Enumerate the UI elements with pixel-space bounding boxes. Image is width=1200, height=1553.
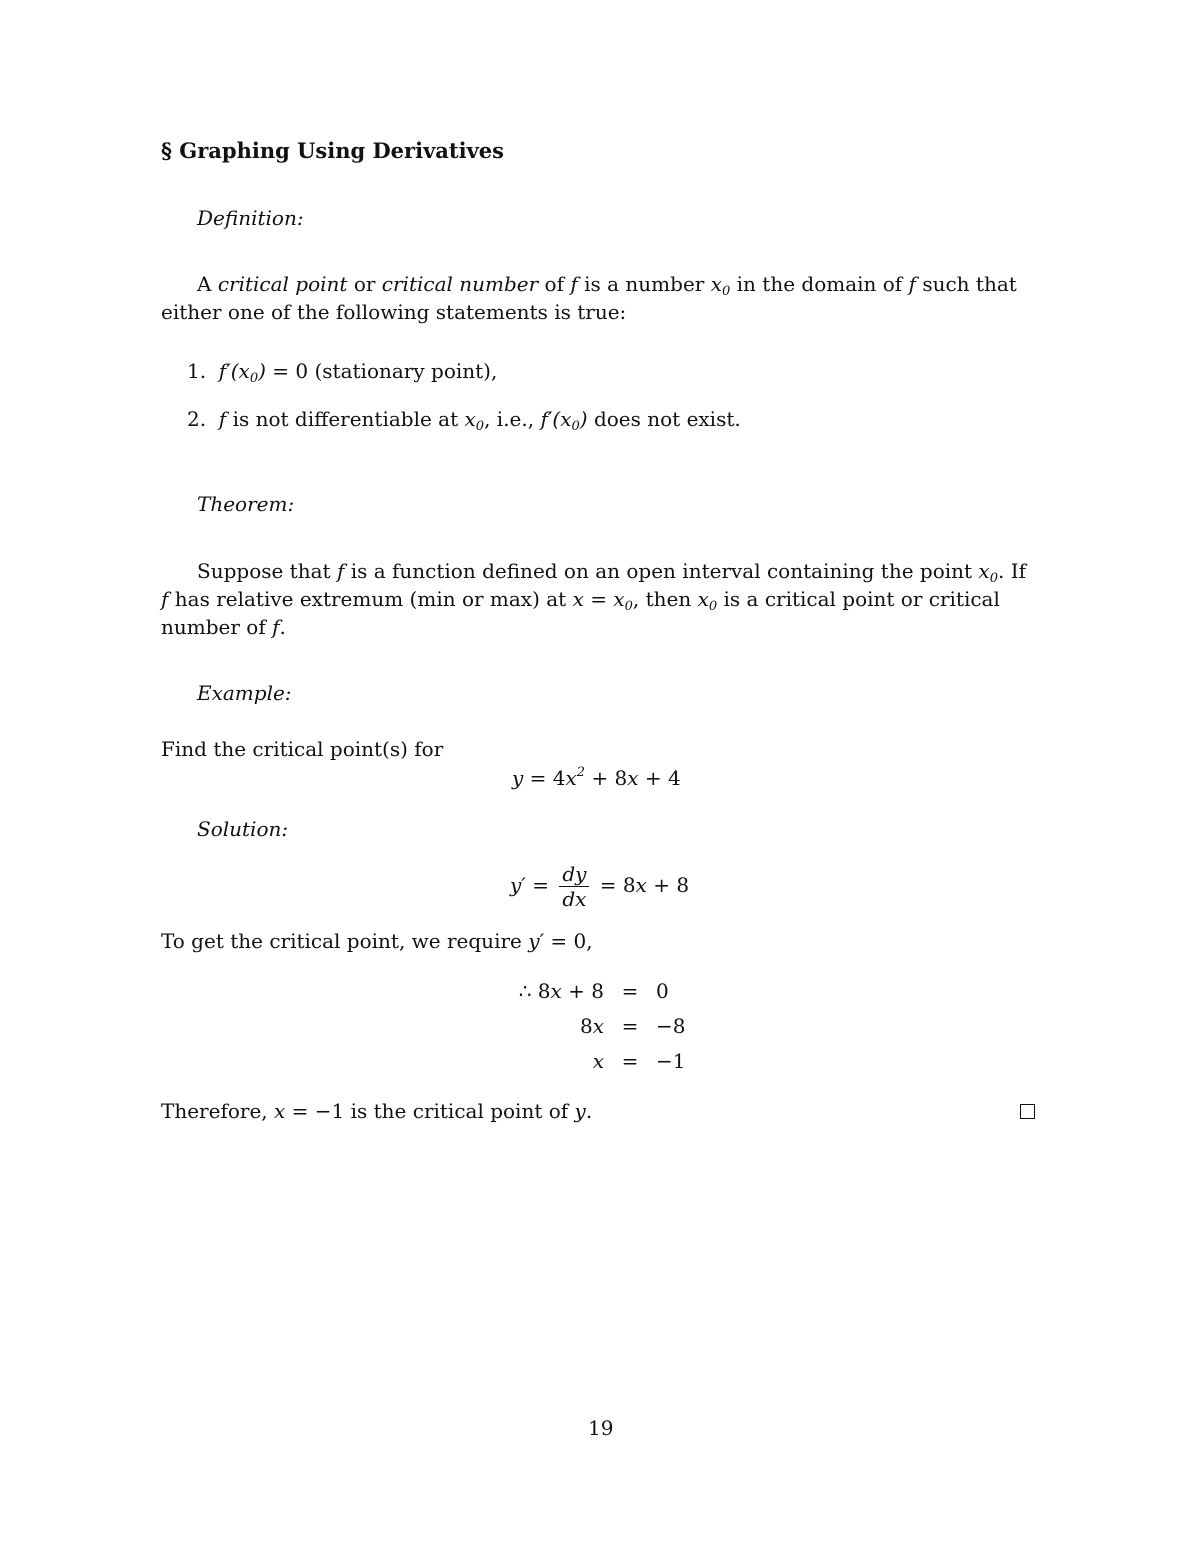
theorem-text: is a critical point or critical [723, 587, 1000, 611]
equation-part: = 4 [529, 766, 566, 790]
math-f-prime-x0: $f'(x_0)$ [540, 407, 588, 434]
definition-term-critical-number: critical number [381, 272, 539, 296]
math-x: x [635, 873, 647, 897]
step-rhs: −8 [656, 1013, 686, 1038]
conclusion-text: = −1 is the critical point of [291, 1099, 569, 1123]
step-rhs: 0 [656, 978, 669, 1003]
math-y: y [512, 766, 524, 790]
list-item-text: = 0 (stationary point), [272, 359, 498, 383]
theorem-text: is a function defined on an open interval containing the point [350, 559, 973, 583]
definition-line-2: either one of the following statements is true: [161, 300, 627, 324]
math-f: f [272, 615, 280, 639]
math-x: x [274, 1099, 286, 1123]
theorem-text: number of [161, 615, 266, 639]
equation-part: + 4 [644, 766, 681, 790]
theorem-text: , then [632, 587, 692, 611]
section-symbol: § [161, 138, 172, 163]
step-lhs: x [592, 1048, 604, 1073]
theorem-line-1 [197, 557, 1026, 585]
section-title [161, 137, 504, 165]
fraction-denominator: dx [559, 886, 589, 911]
definition-text: of [544, 272, 564, 296]
qed-box-icon [1020, 1104, 1035, 1119]
fraction-dy-dx [559, 862, 589, 911]
equation-part: + 8 [653, 873, 690, 897]
theorem-heading: Theorem: [197, 492, 295, 516]
page-number: 19 [588, 1416, 614, 1440]
equation-part: = 8 [599, 873, 636, 897]
require-line [161, 927, 593, 955]
math-y: y [574, 1099, 586, 1123]
require-text: To get the critical point, we require [161, 929, 522, 953]
fraction-numerator: dy [562, 862, 587, 886]
equation-part: + 8 [591, 766, 628, 790]
step-rhs: −1 [656, 1048, 686, 1073]
definition-line-1 [197, 270, 1017, 298]
theorem-text: . If [997, 559, 1027, 583]
list-item-number: 2. [187, 407, 207, 431]
math-x0: $x_0$ [710, 272, 731, 299]
solution-heading: Solution: [197, 817, 289, 841]
conclusion-text: . [585, 1099, 593, 1123]
section-title-text: Graphing Using Derivatives [179, 138, 504, 163]
require-text: = 0, [550, 929, 593, 953]
list-item-number: 1. [187, 359, 207, 383]
math-f-prime-x0: $f'(x_0)$ [212, 359, 266, 386]
theorem-line-3 [161, 613, 286, 641]
math-f: f [161, 587, 169, 611]
math-f: f [908, 272, 916, 296]
step-eq: = [621, 1048, 639, 1073]
definition-term-critical-point: critical point [217, 272, 348, 296]
definition-text: or [353, 272, 376, 296]
list-item-text: , i.e., [484, 407, 535, 431]
math-f: f [570, 272, 578, 296]
step-row [508, 1043, 685, 1078]
math-x0: $x_0$ [697, 587, 718, 614]
theorem-text: Suppose that [197, 559, 331, 583]
step-row [508, 1008, 685, 1043]
math-x-eq-x0: $x = x_0$ [572, 587, 633, 614]
conclusion-line [161, 1097, 592, 1125]
solution-steps [508, 973, 685, 1078]
theorem-text: has relative extremum (min or max) at [174, 587, 567, 611]
list-item [187, 357, 497, 385]
example-prompt: Find the critical point(s) for [161, 737, 444, 761]
math-f: f [212, 407, 227, 431]
math-x0: $x_0$ [464, 407, 485, 434]
definition-heading: Definition: [197, 206, 304, 230]
step-lhs: 8x [579, 1013, 604, 1038]
conclusion-text: Therefore, [161, 1099, 268, 1123]
math-x-squared: $x^2$ [565, 765, 586, 790]
example-equation [512, 764, 681, 792]
definition-text: is a number [584, 272, 705, 296]
math-y-prime: y′ [510, 873, 526, 897]
step-row [508, 973, 685, 1008]
list-item [187, 405, 741, 433]
step-eq: = [621, 978, 639, 1003]
theorem-line-2 [161, 585, 1000, 613]
list-item-text: does not exist. [593, 407, 741, 431]
definition-text: in the domain of [736, 272, 903, 296]
math-x0: $x_0$ [978, 559, 998, 586]
math-y-prime: y′ [528, 929, 545, 953]
theorem-text: . [279, 615, 286, 639]
list-item-text: is not differentiable at [232, 407, 459, 431]
example-heading: Example: [197, 681, 292, 705]
math-f: f [336, 559, 345, 583]
equals-sign: = [532, 873, 549, 897]
derivative-equation [510, 862, 689, 911]
definition-text: A [197, 272, 212, 296]
step-eq: = [621, 1013, 639, 1038]
definition-text: such that [922, 272, 1017, 296]
math-x: x [627, 766, 639, 790]
step-lhs: ∴ 8x + 8 [518, 978, 604, 1003]
